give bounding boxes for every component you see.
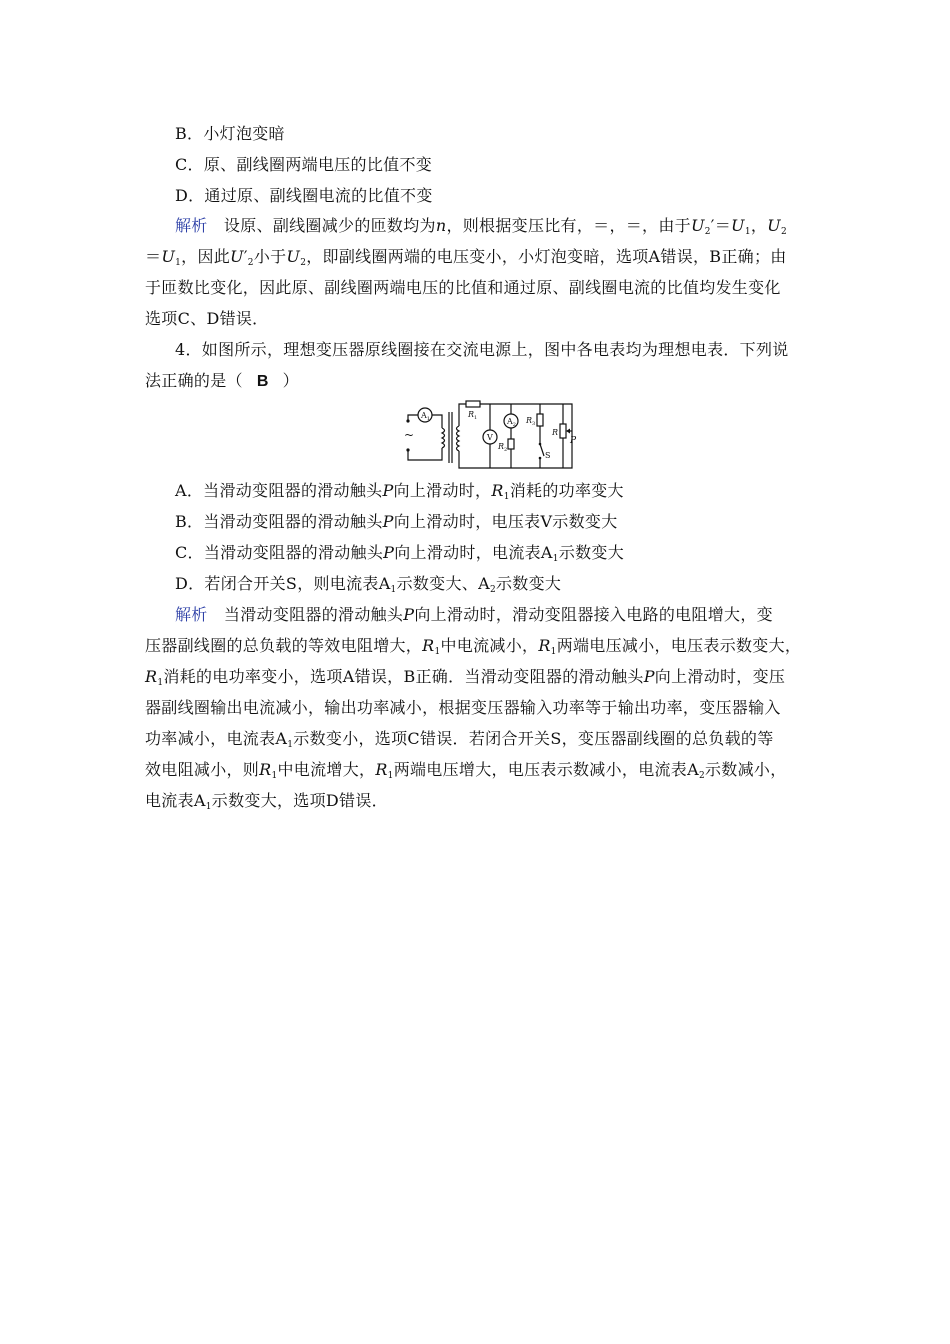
q4-option-b: B．当滑动变阻器的滑动触头P向上滑动时，电压表V示数变大 (175, 512, 618, 531)
q4-stem-line-2: 法正确的是（ B ） (145, 371, 299, 390)
q4-stem-line-1: 4．如图所示，理想变压器原线圈接在交流电源上，图中各电表均为理想电表．下列说 (175, 340, 789, 359)
resistor-r3-label: $R_3$ (526, 416, 536, 427)
q3-solution-line-4: 选项C、D错误． (145, 309, 269, 328)
circuit-diagram (398, 398, 584, 472)
primary-wire-bottom (408, 448, 442, 460)
ac-source-symbol: ~ (404, 428, 415, 442)
q4-solution-line-7: 电流表$A_1$示数变大，选项D错误． (145, 791, 388, 812)
switch-s (540, 444, 544, 456)
q4-option-a: A．当滑动变阻器的滑动触头P向上滑动时，$R_1$消耗的功率变大 (175, 481, 624, 502)
slider-p-label: P (570, 436, 577, 446)
q4-solution-line-5: 功率减小，电流表$A_1$示数变小，选项C错误．若闭合开关S，变压器副线圈的总负载的等 (145, 729, 774, 750)
rheostat-r (560, 424, 566, 438)
q3-option-d: D．通过原、副线圈电流的比值不变 (175, 186, 433, 205)
resistor-r2 (508, 439, 514, 449)
q3-option-b: B．小灯泡变暗 (175, 124, 285, 143)
secondary-coil (457, 426, 460, 451)
resistor-r3 (537, 414, 543, 426)
solution-tag: 解析 (175, 605, 208, 624)
ammeter-a1-label: $A_1$ (421, 411, 430, 422)
q4-solution-line-6: 效电阻减小，则$R_1$中电流增大，$R_1$两端电压增大，电压表示数减小，电流表$A_2$示数减小， (145, 760, 787, 781)
q4-solution-line-4: 器副线圈输出电流减小，输出功率减小，根据变压器输入功率等于输出功率，变压器输入 (145, 698, 781, 717)
q3-solution-line-2: $=U_1$，因此$U'_2$小于$U_2$，即副线圈两端的电压变小，小灯泡变暗，选项A错误，B正确；由 (145, 247, 787, 268)
answer-letter: B (256, 373, 269, 390)
ammeter-a2-label: $A_2$ (507, 417, 516, 428)
q4-option-d: D．若闭合开关S，则电流表$A_1$示数变大、$A_2$示数变大 (175, 574, 562, 595)
voltmeter-v-label: V (487, 433, 493, 442)
q3-solution-line-1: 解析 设原、副线圈减少的匝数均为n，则根据变压比有，＝，＝，由于$U_2'=U_1$，$U_2$ (175, 216, 787, 237)
q4-solution-line-3: $R_1$消耗的电功率变小，选项A错误，B正确．当滑动变阻器的滑动触头P向上滑动时，变压 (145, 667, 786, 688)
switch-s-label: S (545, 451, 551, 460)
resistor-r1 (466, 401, 480, 407)
q4-option-c: C．当滑动变阻器的滑动触头P向上滑动时，电流表$A_1$示数变大 (175, 543, 625, 564)
q4-solution-line-2: 压器副线圈的总负载的等效电阻增大，$R_1$中电流减小，$R_1$两端电压减小，电压表示数变大， (145, 636, 802, 657)
solution-tag: 解析 (175, 216, 208, 235)
q3-option-c: C．原、副线圈两端电压的比值不变 (175, 155, 433, 174)
q3-solution-line-3: 于匝数比变化，因此原、副线圈两端电压的比值和通过原、副线圈电流的比值均发生变化 (145, 278, 781, 297)
rheostat-r-label: R (552, 428, 559, 437)
resistor-r2-label: $R_2$ (498, 442, 508, 453)
resistor-r1-label: $R_1$ (468, 410, 478, 421)
q4-solution-line-1: 解析 当滑动变阻器的滑动触头P向上滑动时，滑动变阻器接入电路的电阻增大，变 (175, 605, 773, 624)
primary-coil (442, 428, 445, 448)
